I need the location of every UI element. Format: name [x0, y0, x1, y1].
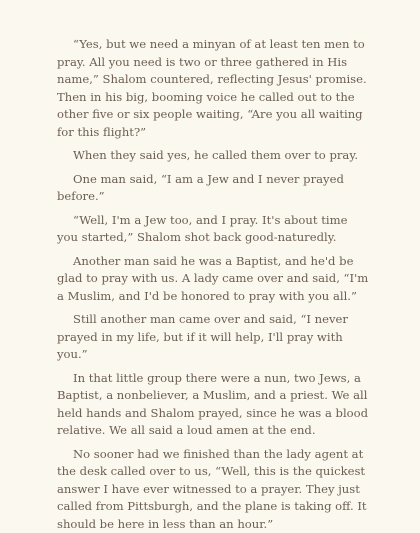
paragraph: Another man said he was a Baptist, and he'd be glad to pray with us. A lady came over and said, “I'm a Muslim, and I'd be honored to pray with you all.”: [57, 253, 369, 303]
paragraph: No sooner had we finished than the lady agent at the desk called over to us, “Well, this is the quickest answer I have ever witnessed to a prayer. They just called from Pittsburgh, and the plane is taking off. It should be here in less than an hour.”: [57, 446, 367, 531]
paragraph: “Well, I'm a Jew too, and I pray. It's about time you started,” Shalom shot back good-naturedly.: [57, 212, 348, 245]
paragraph: “Yes, but we need a minyan of at least ten men to pray. All you need is two or three gathered in His name,” Shalom countered, reflecting Jesus' promise. Then in his big, booming voice he called out to the other five or six people waiting, “Are you all waiting for this flight?”: [57, 37, 367, 139]
paragraph: One man said, “I am a Jew and I never prayed before.”: [57, 171, 344, 204]
body-text: [57, 36, 372, 533]
paragraph: Still another man came over and said, “I never prayed in my life, but if it will help, I'll pray with you.”: [57, 312, 348, 362]
paragraph: In that little group there were a nun, two Jews, a Baptist, a nonbeliever, a Muslim, and a priest. We all held hands and Shalom prayed, since he was a blood relative. We all said a loud amen at the end.: [57, 370, 369, 438]
paragraph: When they said yes, he called them over to pray.: [73, 148, 359, 163]
